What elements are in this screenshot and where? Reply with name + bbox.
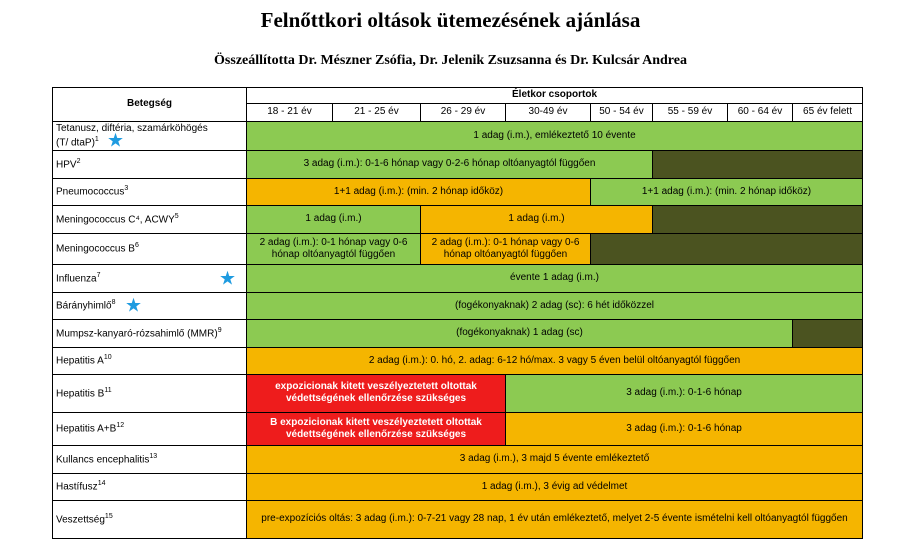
disease-name-cell — [53, 122, 247, 151]
footnote-marker: 7 — [96, 271, 101, 279]
schedule-cell: 3 adag (i.m.): 0-1-6 hónap — [506, 375, 863, 413]
page-subtitle: Összeállította Dr. Mészner Zsófia, Dr. Jelenik Zsuzsanna és Dr. Kulcsár Andrea — [214, 53, 687, 68]
disease-name-cell — [53, 473, 247, 500]
table-row — [53, 178, 863, 205]
disease-name-cell — [53, 178, 247, 205]
footnote-marker: 8 — [111, 299, 116, 307]
schedule-cell: (fogékonyaknak) 2 adag (sc): 6 hét időközzel — [247, 292, 863, 319]
schedule-cell: 1 adag (i.m.), 3 évig ad védelmet — [247, 473, 863, 500]
footnote-marker: 2 — [76, 157, 81, 165]
schedule-cell: (fogékonyaknak) 1 adag (sc) — [247, 320, 793, 347]
page-title: Felnőttkori oltások ütemezésének ajánlása — [260, 8, 641, 32]
footnote-marker: 6 — [134, 242, 139, 250]
star-icon: ★ — [218, 268, 236, 290]
not-recommended-cell — [653, 151, 863, 178]
age-group-header: 60 - 64 év — [728, 104, 793, 122]
footnote-marker: 14 — [97, 480, 106, 488]
schedule-cell: 1+1 adag (i.m.): (min. 2 hónap időköz) — [591, 178, 863, 205]
age-group-header: 26 - 29 év — [421, 104, 506, 122]
disease-name-cell — [53, 265, 247, 292]
table-row — [53, 233, 863, 265]
disease-name-cell — [53, 347, 247, 374]
schedule-cell: 3 adag (i.m.), 3 majd 5 évente emlékeztető — [247, 446, 863, 473]
age-group-header: 21 - 25 év — [333, 104, 421, 122]
disease-name-cell — [53, 375, 247, 413]
star-icon: ★ — [125, 295, 143, 317]
schedule-cell: 2 adag (i.m.): 0-1 hónap vagy 0-6 hónap oltóanyagtól függően — [247, 233, 421, 265]
footnote-marker: 9 — [217, 326, 222, 334]
age-group-header: 50 - 54 év — [591, 104, 653, 122]
vaccination-schedule-table — [52, 87, 863, 539]
table-row — [53, 446, 863, 473]
disease-name: Meningococcus C⁴, ACWY — [56, 214, 175, 226]
disease-name-cell — [53, 446, 247, 473]
age-group-header: 18 - 21 év — [247, 104, 333, 122]
schedule-cell: 1 adag (i.m.), emlékeztető 10 évente — [247, 122, 863, 151]
disease-name: Hepatitis A+B — [56, 423, 117, 435]
age-group-header: 65 év felett — [793, 104, 863, 122]
schedule-cell: 1 adag (i.m.) — [421, 206, 653, 233]
footnote-marker: 10 — [103, 354, 112, 362]
disease-name-cell — [53, 320, 247, 347]
age-groups-header: Életkor csoportok — [247, 88, 863, 104]
table-row — [53, 206, 863, 233]
disease-name: Hastífusz — [56, 481, 98, 493]
footnote-marker: 3 — [124, 185, 129, 193]
disease-name-cell — [53, 292, 247, 319]
table-row — [53, 347, 863, 374]
footnote-marker: 11 — [104, 386, 112, 394]
disease-name: Kullancs encephalitis — [56, 454, 150, 465]
footnote-marker: 13 — [149, 452, 158, 460]
table-row — [53, 412, 863, 446]
schedule-cell: pre-expozíciós oltás: 3 adag (i.m.): 0-7-21 vagy 28 nap, 1 év után emlékeztető, melyet 2-5 évente ismételni kell oltóanyagtól függően — [247, 501, 863, 539]
age-group-header: 55 - 59 év — [653, 104, 728, 122]
disease-name-cell — [53, 206, 247, 233]
table-row — [53, 501, 863, 539]
schedule-cell: 1+1 adag (i.m.): (min. 2 hónap időköz) — [247, 178, 591, 205]
disease-column-header: Betegség — [53, 88, 247, 122]
disease-name: Tetanusz, diftéria, szamárköhögés (T/ dtaP) — [56, 123, 208, 148]
disease-name: Meningococcus B — [56, 243, 135, 255]
disease-name: Hepatitis A — [56, 355, 104, 367]
disease-name: Mumpsz-kanyaró-rózsahimlő (MMR) — [56, 327, 218, 339]
footnote-marker: 12 — [116, 422, 125, 430]
disease-name: HPV — [56, 159, 77, 171]
table-row — [53, 320, 863, 347]
disease-name: Hepatitis B — [56, 387, 105, 399]
footnote-marker: 5 — [174, 212, 179, 220]
disease-name-cell — [53, 151, 247, 178]
age-group-header: 30-49 év — [506, 104, 591, 122]
disease-name: Pneumococcus — [56, 186, 125, 198]
schedule-cell: expozicionak kitett veszélyeztetett oltottak védettségének ellenőrzése szükséges — [247, 375, 506, 413]
table-row — [53, 375, 863, 413]
star-icon: ★ — [107, 130, 125, 151]
schedule-cell: B expozicionak kitett veszélyeztetett oltottak védettségének ellenőrzése szükséges — [247, 412, 506, 446]
disease-name: Influenza — [56, 273, 97, 284]
schedule-cell: 1 adag (i.m.) — [247, 206, 421, 233]
not-recommended-cell — [653, 206, 863, 233]
disease-name-cell — [53, 233, 247, 265]
table-row — [53, 265, 863, 292]
schedule-cell: 3 adag (i.m.): 0-1-6 hónap — [506, 412, 863, 446]
schedule-cell: 3 adag (i.m.): 0-1-6 hónap vagy 0-2-6 hónap oltóanyagtól függően — [247, 151, 653, 178]
disease-name: Bárányhimlő — [56, 300, 112, 312]
not-recommended-cell — [591, 233, 863, 265]
disease-name-cell — [53, 412, 247, 446]
disease-name-cell — [53, 501, 247, 539]
schedule-cell: 2 adag (i.m.): 0-1 hónap vagy 0-6 hónap oltóanyagtól függően — [421, 233, 591, 265]
table-row — [53, 122, 863, 151]
schedule-cell: évente 1 adag (i.m.) — [247, 265, 863, 292]
schedule-cell: 2 adag (i.m.): 0. hó, 2. adag: 6-12 hó/max. 3 vagy 5 éven belül oltóanyagtól függően — [247, 347, 863, 374]
footnote-marker: 1 — [94, 135, 99, 143]
table-row — [53, 151, 863, 178]
table-row — [53, 473, 863, 500]
not-recommended-cell — [793, 320, 863, 347]
footnote-marker: 15 — [104, 512, 113, 520]
disease-name: Veszettség — [56, 514, 105, 526]
table-row — [53, 292, 863, 319]
